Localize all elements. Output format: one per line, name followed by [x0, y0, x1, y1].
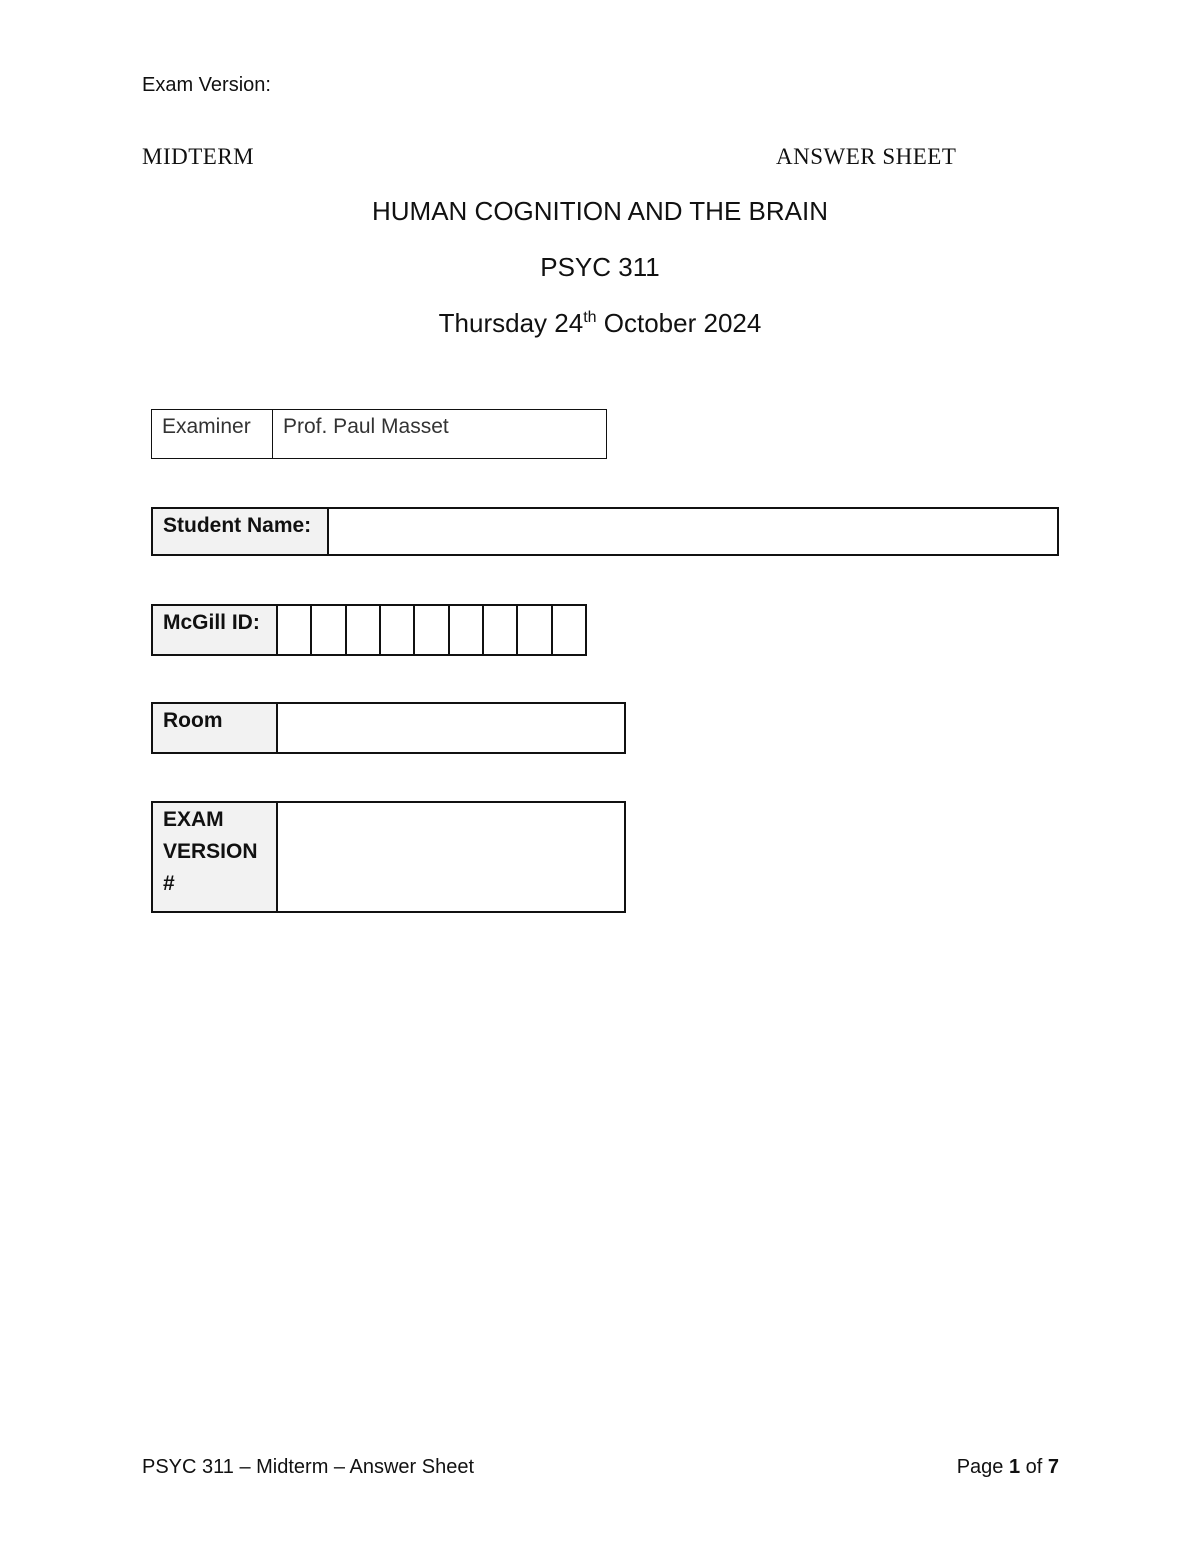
- room-field[interactable]: [278, 704, 624, 752]
- exam-date-rest: October 2024: [596, 308, 762, 338]
- student-name-label: Student Name:: [153, 509, 329, 554]
- exam-version-table: [151, 801, 626, 913]
- mcgill-id-digit-box[interactable]: [518, 606, 552, 654]
- page-current: 1: [1008, 1456, 1021, 1478]
- exam-version-field[interactable]: [278, 803, 624, 911]
- mcgill-id-label: McGill ID:: [153, 606, 278, 654]
- room-table: [151, 702, 626, 754]
- exam-version-label: EXAM VERSION #: [153, 803, 278, 911]
- footer-title: PSYC 311 – Midterm – Answer Sheet: [142, 1456, 475, 1478]
- midterm-heading: MIDTERM: [142, 144, 255, 169]
- page-number: [957, 1456, 1059, 1479]
- mcgill-id-digit-box[interactable]: [415, 606, 449, 654]
- mcgill-id-digits: [278, 606, 585, 654]
- student-name-field[interactable]: [329, 509, 1057, 554]
- examiner-table: [151, 409, 607, 459]
- student-name-table: [151, 507, 1059, 556]
- course-code: PSYC 311: [540, 252, 660, 282]
- mcgill-id-digit-box[interactable]: [347, 606, 381, 654]
- mcgill-id-digit-box[interactable]: [278, 606, 312, 654]
- exam-date-suffix: th: [583, 309, 597, 326]
- mcgill-id-digit-box[interactable]: [484, 606, 518, 654]
- mcgill-id-table: [151, 604, 587, 656]
- page-word: Page: [956, 1456, 1009, 1478]
- mcgill-id-digit-box[interactable]: [553, 606, 585, 654]
- course-title: HUMAN COGNITION AND THE BRAIN: [371, 196, 828, 226]
- exam-date: [0, 308, 1200, 339]
- room-label: Room: [153, 704, 278, 752]
- mcgill-id-digit-box[interactable]: [312, 606, 346, 654]
- answer-sheet-heading: ANSWER SHEET: [776, 144, 957, 169]
- mcgill-id-digit-box[interactable]: [450, 606, 484, 654]
- page-total: 7: [1047, 1456, 1059, 1478]
- examiner-value: Prof. Paul Masset: [283, 415, 449, 438]
- page-of: of: [1020, 1456, 1048, 1478]
- exam-version-header: Exam Version:: [142, 74, 271, 96]
- exam-date-prefix: Thursday 24: [438, 308, 584, 338]
- examiner-label: Examiner: [152, 410, 273, 458]
- mcgill-id-digit-box[interactable]: [381, 606, 415, 654]
